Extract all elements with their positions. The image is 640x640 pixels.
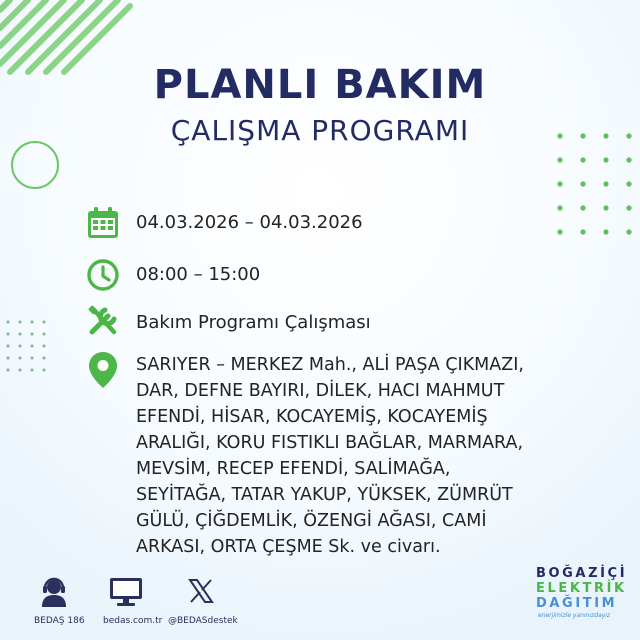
map-pin-icon — [86, 350, 120, 390]
clock-icon — [86, 258, 120, 292]
x-logo-icon — [188, 578, 214, 604]
page-subtitle: ÇALIŞMA PROGRAMI — [170, 114, 470, 147]
call-center-icon — [38, 576, 70, 608]
brand-line-3: DAĞITIM — [536, 596, 618, 611]
brand-tagline: enerjimizle yanınızdayız — [538, 612, 611, 619]
computer-icon — [108, 577, 144, 607]
social-handle-link[interactable]: @BEDASdestek — [168, 616, 238, 626]
calendar-icon — [86, 206, 120, 240]
date-range: 04.03.2026 – 04.03.2026 — [136, 212, 363, 233]
brand-line-2: ELEKTRİK — [536, 581, 627, 596]
page-title: PLANLI BAKIM — [153, 62, 487, 108]
brand-line-1: BOĞAZİÇİ — [536, 566, 628, 581]
work-type: Bakım Programı Çalışması — [136, 312, 371, 333]
tools-icon — [86, 304, 120, 338]
call-center-label: BEDAŞ 186 — [34, 616, 85, 626]
time-range: 08:00 – 15:00 — [136, 264, 261, 285]
website-link[interactable]: bedas.com.tr — [103, 616, 163, 626]
location-list: SARIYER – MERKEZ Mah., ALİ PAŞA ÇIKMAZI, DAR, DEFNE BAYIRI, DİLEK, HACI MAHMUT EFENDİ, HİSAR, KOCAYEMİŞ, KOCAYEMİŞ ARALIĞI, KORU FISTIKLI BAĞLAR, MARMARA, MEVSİM, RECEP EFENDİ, SALİMAĞA, SEYİTAĞA, TATAR YAKUP, YÜKSEK, ZÜMRÜT GÜLÜ, ÇİĞDEMLİK, ÖZENGİ AĞASI, CAMİ ARKASI, ORTA ÇEŞME Sk. ve civarı. — [136, 355, 524, 557]
